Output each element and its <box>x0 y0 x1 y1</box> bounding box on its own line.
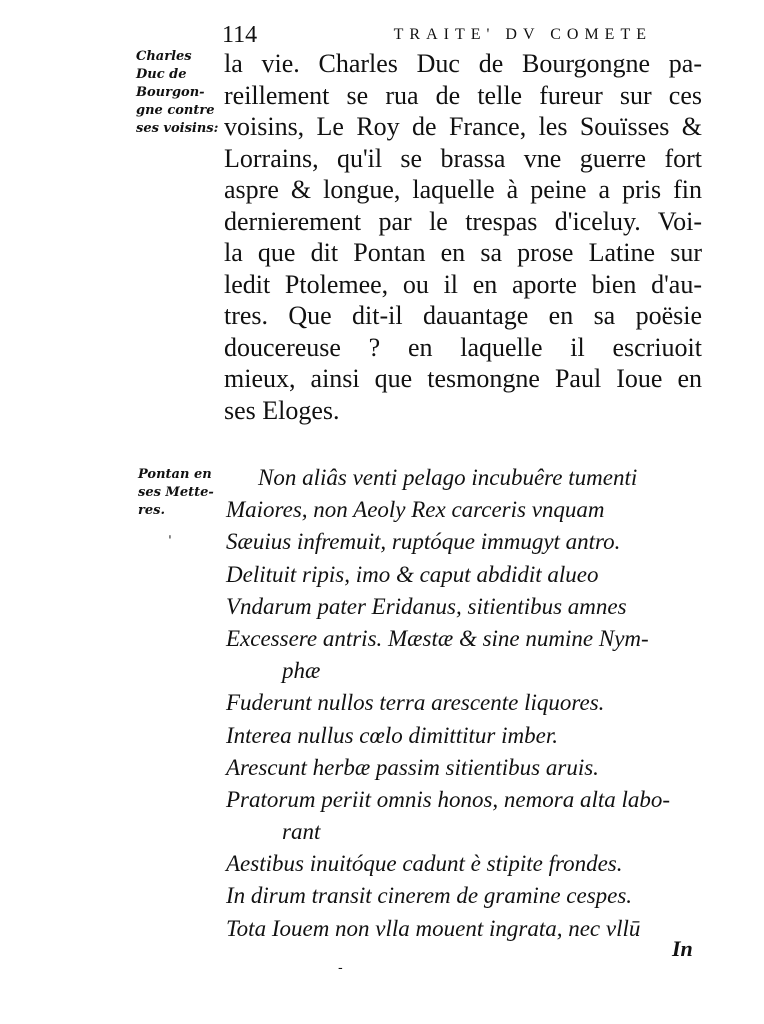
verse-line: Arescunt herbæ passim sitientibus aruis. <box>226 754 599 780</box>
margin-note-line: ses voisins: <box>136 121 219 136</box>
margin-note-line: Charles <box>136 49 192 64</box>
prose-line: tres. Que dit-il dauantage en sa poësie <box>224 301 702 330</box>
prose-line: reillement se rua de telle fureur sur ces <box>224 80 702 110</box>
catchword: In <box>672 936 693 961</box>
stray-mark: ˈ <box>168 534 172 550</box>
page-number: 114 <box>222 22 258 48</box>
margin-note-charles <box>136 48 218 138</box>
verse-line: phæ <box>282 658 321 684</box>
verse-line: Aestibus inuitóque cadunt è stipite frondes. <box>226 851 623 877</box>
margin-note-line: res. <box>138 503 165 518</box>
prose-line: doucereuse ? en laquelle il escriuoit <box>224 332 702 362</box>
stray-mark: - <box>338 960 343 976</box>
verse-line: Delituit ripis, imo & caput abdidit alueo <box>226 561 599 587</box>
prose-line: Lorrains, qu'il se brassa vne guerre fort <box>224 143 702 173</box>
margin-note-line: gne contre <box>136 103 215 118</box>
prose-line: ledit Ptolemee, ou il en aporte bien d'au- <box>224 269 702 299</box>
verse-line: Sæuius infremuit, ruptóque immugyt antro. <box>226 529 621 555</box>
verse-line: Non aliâs venti pelago incubuêre tumenti <box>258 465 638 490</box>
margin-note-line: Bourgon- <box>136 85 205 100</box>
verse-line: Interea nullus cœlo dimittitur imber. <box>226 722 558 748</box>
prose-line: aspre & longue, laquelle à peine a pris fin <box>224 175 702 204</box>
margin-note-line: Pontan en <box>138 467 212 482</box>
latin-verse <box>226 462 716 945</box>
margin-note-pontan <box>138 466 214 520</box>
prose-line: mieux, ainsi que tesmongne Paul Ioue en <box>224 364 702 393</box>
verse-line: In dirum transit cinerem de gramine cespes. <box>226 883 633 909</box>
verse-line: rant <box>282 819 321 845</box>
verse-line: Pratorum periit omnis honos, nemora alta labo- <box>226 786 671 812</box>
prose-line: la que dit Pontan en sa prose Latine sur <box>224 238 702 267</box>
prose-paragraph <box>224 48 702 426</box>
verse-line: Excessere antris. Mæstæ & sine numine Nym- <box>226 625 649 651</box>
verse-line: Maiores, non Aeoly Rex carceris vnquam <box>226 497 605 523</box>
verse-line: Vndarum pater Eridanus, sitientibus amnes <box>226 593 627 619</box>
prose-line: la vie. Charles Duc de Bourgongne pa- <box>224 49 702 78</box>
margin-note-line: ses Mette- <box>138 485 214 500</box>
prose-line: dernierement par le trespas d'iceluy. Voi- <box>224 206 702 236</box>
prose-line: ses Eloges. <box>224 395 340 425</box>
margin-note-line: Duc de <box>136 67 187 82</box>
verse-line: Fuderunt nullos terra arescente liquores. <box>226 690 605 716</box>
verse-line: Tota Iouem non vlla mouent ingrata, nec vllū <box>226 915 641 941</box>
prose-line: voisins, Le Roy de France, les Souïsses & <box>224 112 702 141</box>
running-title: TRAITE' DV COMETE <box>393 26 652 43</box>
